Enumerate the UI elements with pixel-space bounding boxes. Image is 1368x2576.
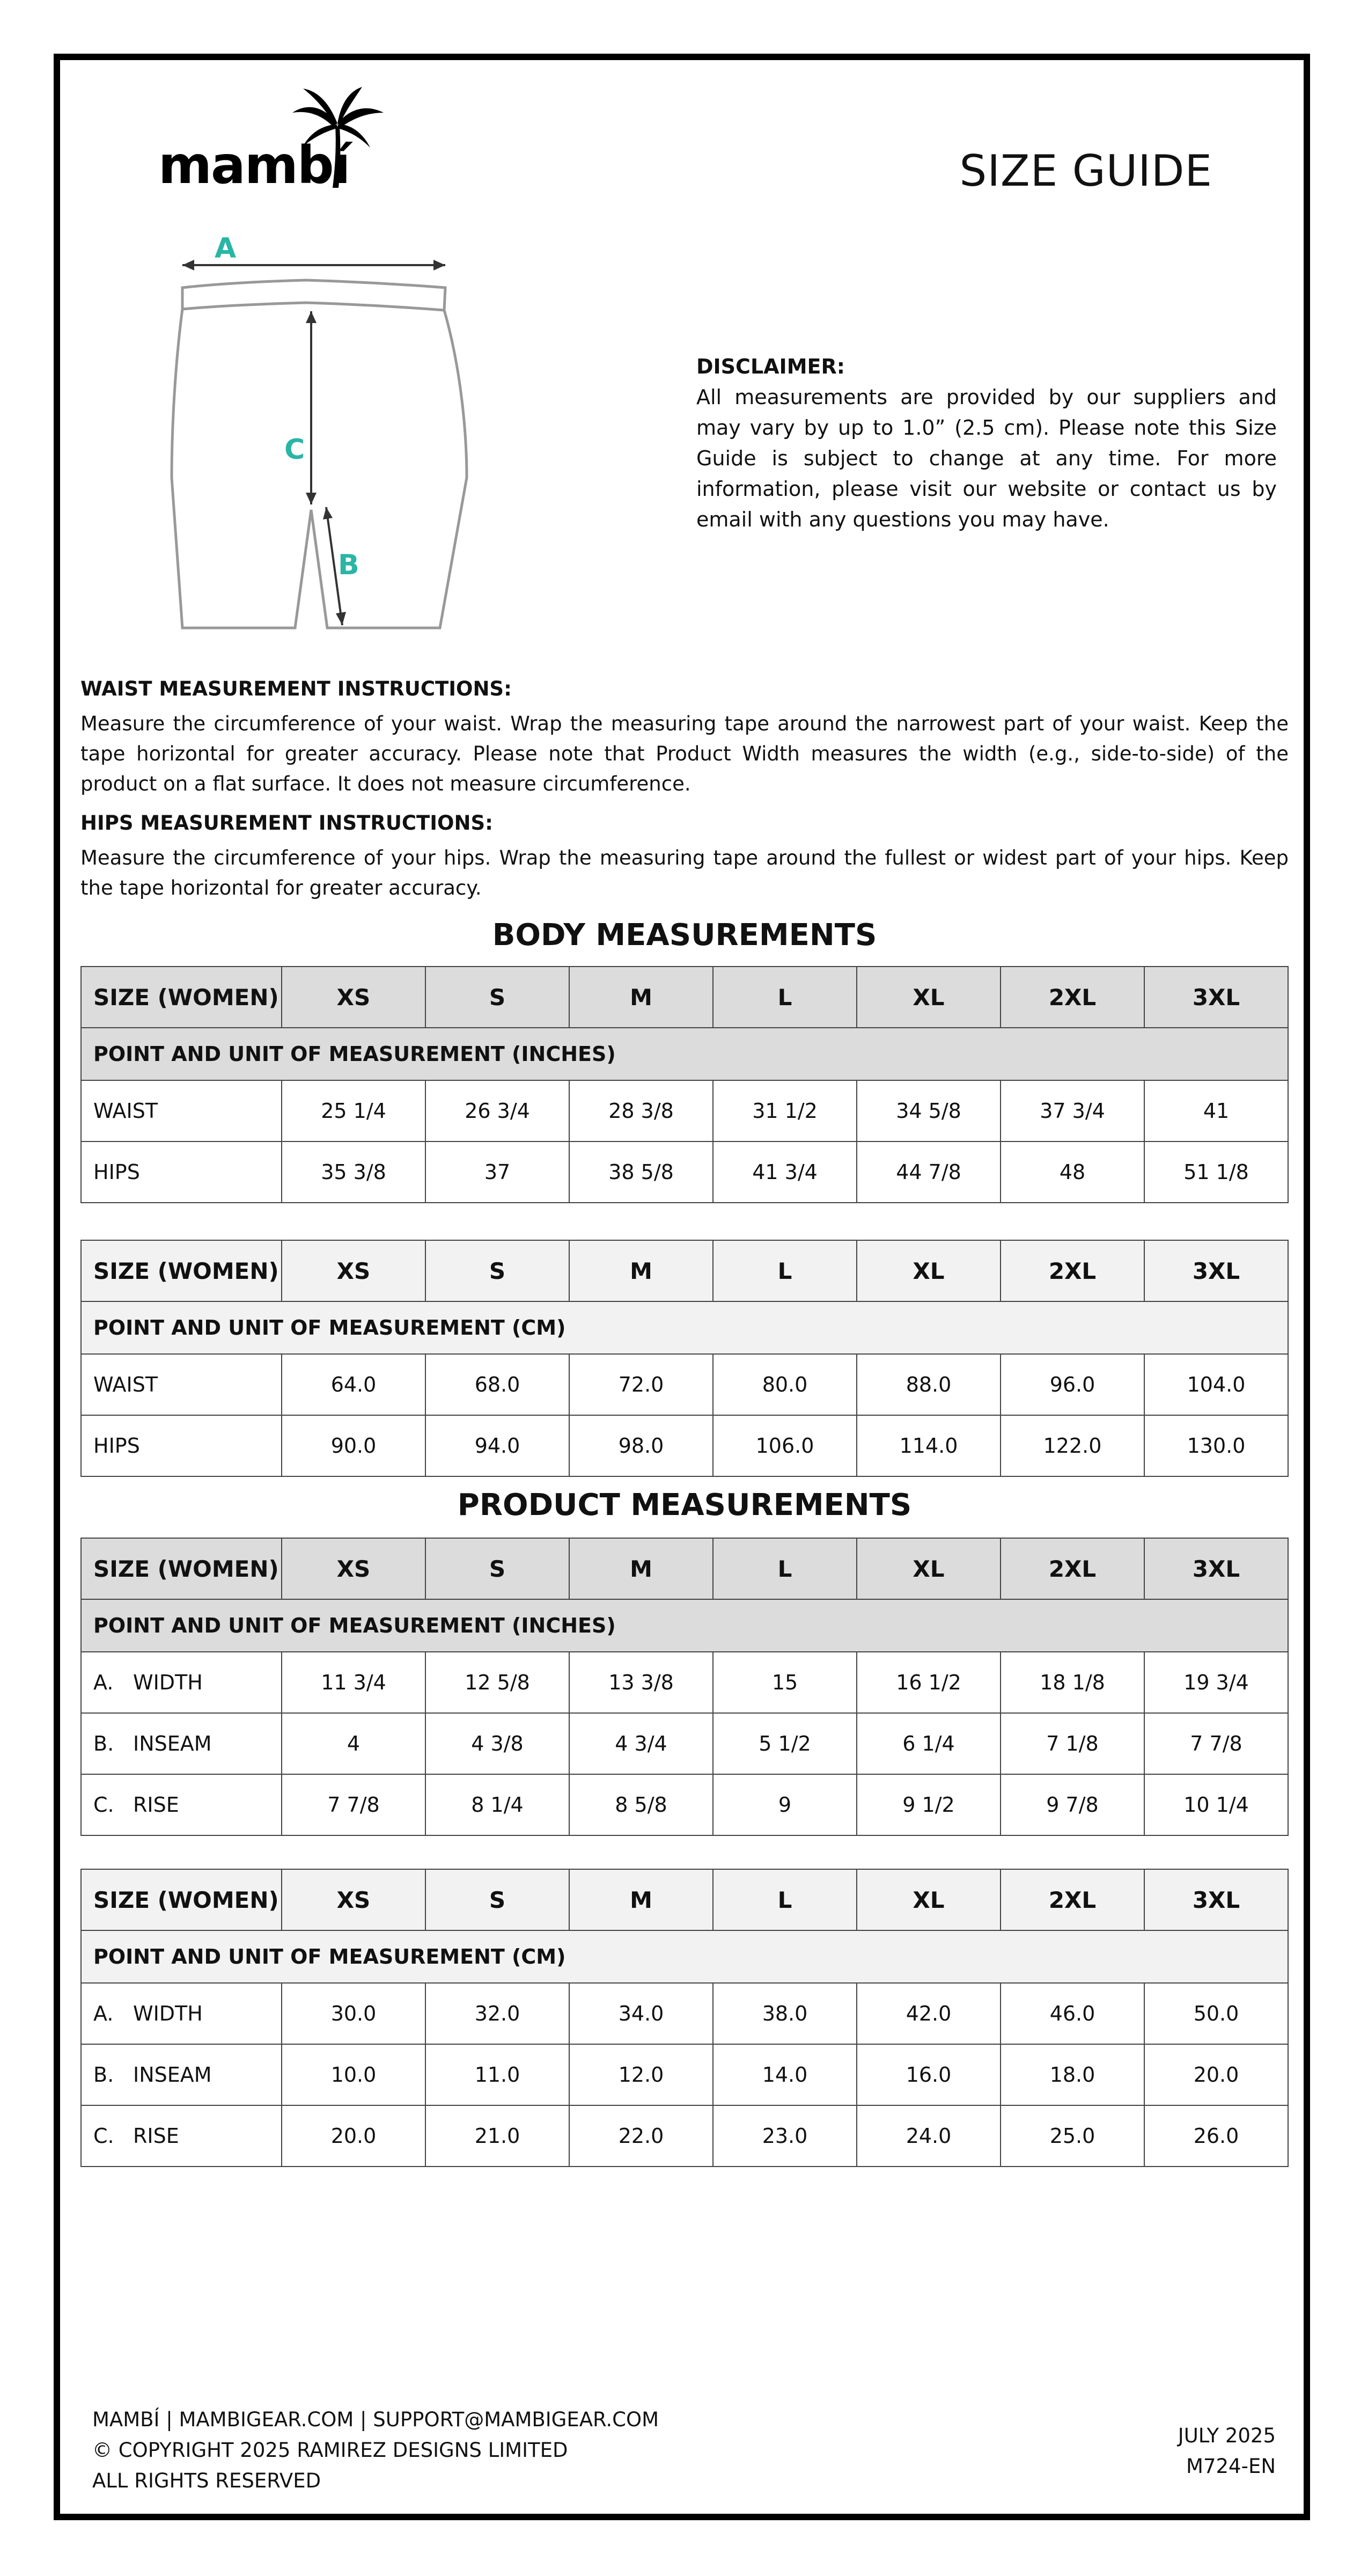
table-cell: 24.0 bbox=[857, 2105, 1001, 2167]
table-cell: 88.0 bbox=[857, 1354, 1001, 1415]
size-2xl-header: 2XL bbox=[1001, 1869, 1144, 1930]
page-title: SIZE GUIDE bbox=[959, 146, 1212, 196]
table-cell: 25.0 bbox=[1001, 2105, 1144, 2167]
table-cell: 26 3/4 bbox=[425, 1080, 569, 1141]
size-l-header: L bbox=[713, 1869, 857, 1930]
row-name: WIDTH bbox=[133, 1671, 203, 1694]
table-cell: 104.0 bbox=[1144, 1354, 1288, 1415]
table-cell: 9 1/2 bbox=[857, 1774, 1001, 1835]
row-letter: A. bbox=[93, 2002, 114, 2025]
footer-right bbox=[1178, 2420, 1276, 2482]
size-l-header: L bbox=[713, 1240, 857, 1301]
body-measurements-title: BODY MEASUREMENTS bbox=[492, 918, 877, 953]
disclaimer-text: All measurements are provided by our suppliers and may vary by up to 1.0” (2.5 cm). Please note this Size Guide is subject to change at any time. For more information, please visit our website or contact us by email with any questions you may have. bbox=[696, 385, 1277, 531]
size-2xl-header: 2XL bbox=[1001, 1538, 1144, 1599]
table-cell: 114.0 bbox=[857, 1415, 1001, 1476]
table-cell: 23.0 bbox=[713, 2105, 857, 2167]
table-cell: 16 1/2 bbox=[857, 1652, 1001, 1713]
size-3xl-header: 3XL bbox=[1144, 1240, 1288, 1301]
size-xl-header: XL bbox=[857, 1240, 1001, 1301]
row-label bbox=[81, 1652, 282, 1713]
table-cell: 8 1/4 bbox=[425, 1774, 569, 1835]
unit-label: POINT AND UNIT OF MEASUREMENT (INCHES) bbox=[81, 1599, 1288, 1652]
footer-date: JULY 2025 bbox=[1178, 2424, 1276, 2447]
table-cell: 8 5/8 bbox=[569, 1774, 713, 1835]
table-cell: 20.0 bbox=[1144, 2044, 1288, 2105]
logo-wordmark: mambí bbox=[158, 135, 350, 195]
table-cell: 11.0 bbox=[425, 2044, 569, 2105]
row-label: WAIST bbox=[81, 1080, 282, 1141]
footer-contact: MAMBÍ | MAMBIGEAR.COM | SUPPORT@MAMBIGEAR.COM bbox=[92, 2408, 659, 2431]
table-row bbox=[81, 1141, 1288, 1203]
size-3xl-header: 3XL bbox=[1144, 967, 1288, 1028]
table-cell: 34 5/8 bbox=[857, 1080, 1001, 1141]
size-2xl-header: 2XL bbox=[1001, 1240, 1144, 1301]
size-s-header: S bbox=[425, 1240, 569, 1301]
table-cell: 20.0 bbox=[282, 2105, 425, 2167]
row-label: HIPS bbox=[81, 1415, 282, 1476]
unit-row bbox=[81, 1930, 1288, 1983]
table-cell: 14.0 bbox=[713, 2044, 857, 2105]
size-2xl-header: 2XL bbox=[1001, 967, 1144, 1028]
size-header: SIZE (WOMEN) bbox=[81, 1538, 282, 1599]
garment-diagram bbox=[150, 231, 494, 639]
table-cell: 35 3/8 bbox=[282, 1141, 425, 1203]
table-cell: 38 5/8 bbox=[569, 1141, 713, 1203]
size-header: SIZE (WOMEN) bbox=[81, 1869, 282, 1930]
table-cell: 10.0 bbox=[282, 2044, 425, 2105]
size-m-header: M bbox=[569, 967, 713, 1028]
row-letter: B. bbox=[93, 1732, 114, 1755]
table-cell: 37 bbox=[425, 1141, 569, 1203]
table-cell: 13 3/8 bbox=[569, 1652, 713, 1713]
size-3xl-header: 3XL bbox=[1144, 1538, 1288, 1599]
table-cell: 4 bbox=[282, 1713, 425, 1774]
table-cell: 12.0 bbox=[569, 2044, 713, 2105]
table-row bbox=[81, 1415, 1288, 1476]
table-cell: 7 7/8 bbox=[1144, 1713, 1288, 1774]
table-cell: 19 3/4 bbox=[1144, 1652, 1288, 1713]
table-cell: 46.0 bbox=[1001, 1983, 1144, 2044]
table-cell: 90.0 bbox=[282, 1415, 425, 1476]
table-cell: 16.0 bbox=[857, 2044, 1001, 2105]
row-letter: C. bbox=[93, 1793, 114, 1817]
table-cell: 18 1/8 bbox=[1001, 1652, 1144, 1713]
waist-instructions-title: WAIST MEASUREMENT INSTRUCTIONS: bbox=[80, 677, 512, 700]
table-row bbox=[81, 1354, 1288, 1415]
table-header-row bbox=[81, 1538, 1288, 1599]
footer-left bbox=[92, 2404, 659, 2496]
table-cell: 26.0 bbox=[1144, 2105, 1288, 2167]
disclaimer-title: DISCLAIMER: bbox=[696, 355, 845, 378]
table-cell: 15 bbox=[713, 1652, 857, 1713]
diagram-label-c: C bbox=[284, 434, 305, 466]
unit-row bbox=[81, 1599, 1288, 1652]
table-cell: 50.0 bbox=[1144, 1983, 1288, 2044]
table-cell: 41 bbox=[1144, 1080, 1288, 1141]
row-letter: B. bbox=[93, 2063, 114, 2087]
size-xl-header: XL bbox=[857, 1538, 1001, 1599]
diagram-label-a: A bbox=[215, 232, 237, 265]
table-cell: 4 3/4 bbox=[569, 1713, 713, 1774]
brand-logo bbox=[158, 86, 394, 193]
product-measurements-inches-table bbox=[80, 1538, 1289, 1836]
row-label bbox=[81, 2044, 282, 2105]
table-cell: 38.0 bbox=[713, 1983, 857, 2044]
table-row bbox=[81, 1080, 1288, 1141]
size-s-header: S bbox=[425, 1538, 569, 1599]
table-header-row bbox=[81, 967, 1288, 1028]
table-cell: 31 1/2 bbox=[713, 1080, 857, 1141]
row-label bbox=[81, 1713, 282, 1774]
table-cell: 9 7/8 bbox=[1001, 1774, 1144, 1835]
table-row bbox=[81, 2044, 1288, 2105]
footer-rights: ALL RIGHTS RESERVED bbox=[92, 2469, 321, 2492]
table-cell: 32.0 bbox=[425, 1983, 569, 2044]
table-cell: 21.0 bbox=[425, 2105, 569, 2167]
row-label bbox=[81, 1774, 282, 1835]
size-header: SIZE (WOMEN) bbox=[81, 967, 282, 1028]
waist-instructions-text: Measure the circumference of your waist. Wrap the measuring tape around the narrowest part of your waist. Keep the tape horizontal for greater accuracy. Please note that Product Width measures the width (e.g., side-to-side) of the product on a flat surface. It does not measure circumference. bbox=[80, 712, 1289, 795]
table-cell: 37 3/4 bbox=[1001, 1080, 1144, 1141]
table-cell: 34.0 bbox=[569, 1983, 713, 2044]
unit-label: POINT AND UNIT OF MEASUREMENT (INCHES) bbox=[81, 1028, 1288, 1080]
table-cell: 18.0 bbox=[1001, 2044, 1144, 2105]
size-3xl-header: 3XL bbox=[1144, 1869, 1288, 1930]
table-cell: 12 5/8 bbox=[425, 1652, 569, 1713]
size-s-header: S bbox=[425, 1869, 569, 1930]
size-xs-header: XS bbox=[282, 1869, 425, 1930]
table-row bbox=[81, 2105, 1288, 2167]
table-cell: 30.0 bbox=[282, 1983, 425, 2044]
row-label: WAIST bbox=[81, 1354, 282, 1415]
size-xl-header: XL bbox=[857, 1869, 1001, 1930]
row-label: HIPS bbox=[81, 1141, 282, 1203]
table-cell: 96.0 bbox=[1001, 1354, 1144, 1415]
table-cell: 72.0 bbox=[569, 1354, 713, 1415]
table-header-row bbox=[81, 1869, 1288, 1930]
size-s-header: S bbox=[425, 967, 569, 1028]
table-cell: 94.0 bbox=[425, 1415, 569, 1476]
table-cell: 7 7/8 bbox=[282, 1774, 425, 1835]
table-row bbox=[81, 1774, 1288, 1835]
row-name: INSEAM bbox=[133, 1732, 212, 1755]
size-header: SIZE (WOMEN) bbox=[81, 1240, 282, 1301]
table-row bbox=[81, 1983, 1288, 2044]
unit-row bbox=[81, 1301, 1288, 1354]
table-cell: 64.0 bbox=[282, 1354, 425, 1415]
row-letter: C. bbox=[93, 2124, 114, 2148]
table-row bbox=[81, 1713, 1288, 1774]
unit-row bbox=[81, 1028, 1288, 1080]
table-cell: 11 3/4 bbox=[282, 1652, 425, 1713]
size-l-header: L bbox=[713, 1538, 857, 1599]
hips-instructions-text: Measure the circumference of your hips. Wrap the measuring tape around the fullest or widest part of your hips. Keep the tape horizontal for greater accuracy. bbox=[80, 846, 1289, 899]
table-cell: 9 bbox=[713, 1774, 857, 1835]
row-name: RISE bbox=[133, 1793, 179, 1817]
table-row bbox=[81, 1652, 1288, 1713]
row-label bbox=[81, 1983, 282, 2044]
body-measurements-cm-table bbox=[80, 1240, 1289, 1477]
table-cell: 28 3/8 bbox=[569, 1080, 713, 1141]
table-cell: 80.0 bbox=[713, 1354, 857, 1415]
row-name: RISE bbox=[133, 2124, 179, 2148]
size-xs-header: XS bbox=[282, 1240, 425, 1301]
table-cell: 98.0 bbox=[569, 1415, 713, 1476]
row-name: INSEAM bbox=[133, 2063, 212, 2087]
table-cell: 25 1/4 bbox=[282, 1080, 425, 1141]
diagram-label-b: B bbox=[338, 549, 359, 581]
size-m-header: M bbox=[569, 1869, 713, 1930]
product-measurements-cm-table bbox=[80, 1869, 1289, 2167]
product-measurements-title: PRODUCT MEASUREMENTS bbox=[457, 1488, 912, 1523]
table-cell: 22.0 bbox=[569, 2105, 713, 2167]
table-cell: 44 7/8 bbox=[857, 1141, 1001, 1203]
table-cell: 41 3/4 bbox=[713, 1141, 857, 1203]
table-cell: 106.0 bbox=[713, 1415, 857, 1476]
table-cell: 48 bbox=[1001, 1141, 1144, 1203]
unit-label: POINT AND UNIT OF MEASUREMENT (CM) bbox=[81, 1301, 1288, 1354]
table-cell: 4 3/8 bbox=[425, 1713, 569, 1774]
table-cell: 10 1/4 bbox=[1144, 1774, 1288, 1835]
table-cell: 51 1/8 bbox=[1144, 1141, 1288, 1203]
hips-instructions bbox=[80, 811, 1289, 903]
row-label bbox=[81, 2105, 282, 2167]
unit-label: POINT AND UNIT OF MEASUREMENT (CM) bbox=[81, 1930, 1288, 1983]
table-cell: 42.0 bbox=[857, 1983, 1001, 2044]
table-cell: 68.0 bbox=[425, 1354, 569, 1415]
row-name: WIDTH bbox=[133, 2002, 203, 2025]
table-cell: 122.0 bbox=[1001, 1415, 1144, 1476]
row-letter: A. bbox=[93, 1671, 114, 1694]
table-cell: 6 1/4 bbox=[857, 1713, 1001, 1774]
size-xl-header: XL bbox=[857, 967, 1001, 1028]
footer-doc-code: M724-EN bbox=[1186, 2455, 1276, 2478]
table-header-row bbox=[81, 1240, 1288, 1301]
size-xs-header: XS bbox=[282, 1538, 425, 1599]
size-m-header: M bbox=[569, 1240, 713, 1301]
table-cell: 5 1/2 bbox=[713, 1713, 857, 1774]
waist-instructions bbox=[80, 677, 1289, 799]
bike-shorts-diagram bbox=[150, 231, 494, 639]
table-cell: 7 1/8 bbox=[1001, 1713, 1144, 1774]
disclaimer bbox=[696, 352, 1277, 535]
body-measurements-inches-table bbox=[80, 966, 1289, 1203]
size-m-header: M bbox=[569, 1538, 713, 1599]
table-cell: 130.0 bbox=[1144, 1415, 1288, 1476]
hips-instructions-title: HIPS MEASUREMENT INSTRUCTIONS: bbox=[80, 811, 493, 835]
size-l-header: L bbox=[713, 967, 857, 1028]
footer-copyright: © COPYRIGHT 2025 RAMIREZ DESIGNS LIMITED bbox=[92, 2439, 568, 2462]
size-xs-header: XS bbox=[282, 967, 425, 1028]
